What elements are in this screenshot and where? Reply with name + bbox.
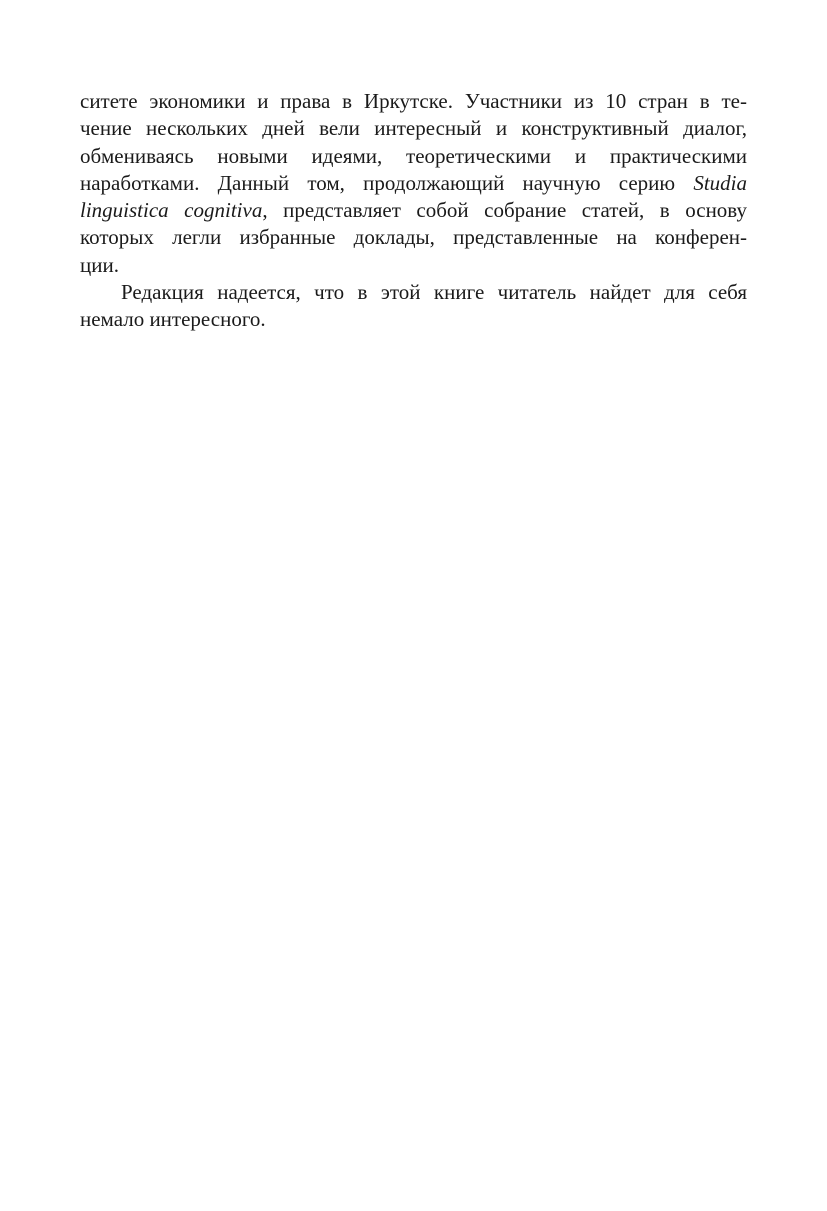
series-title-italic: Studia [693,170,747,195]
text-fragment: наработками. Данный том, продолжающий научную серию [80,170,694,195]
paragraph-conference-summary [80,88,747,279]
series-title-italic: linguistica cognitiva [80,198,263,223]
text-fragment: , представляет собой собрание статей, в основу [262,198,748,223]
paragraph-editorial-wish [80,279,747,334]
text-line: обмениваясь новыми идеями, теоретическими и практическими [80,143,747,168]
document-page [80,88,747,334]
text-line [80,197,747,224]
text-line: которых легли избранные доклады, представленные на конферен- [80,225,747,250]
text-line: ции. [80,252,119,277]
text-line: ситете экономики и права в Иркутске. Участники из 10 стран в те- [80,89,747,113]
text-line: Редакция надеется, что в этой книге читатель найдет для себя [121,280,747,305]
text-line [80,170,747,197]
text-line: чение нескольких дней вели интересный и конструктивный диалог, [80,116,747,141]
text-line: немало интересного. [80,307,266,332]
